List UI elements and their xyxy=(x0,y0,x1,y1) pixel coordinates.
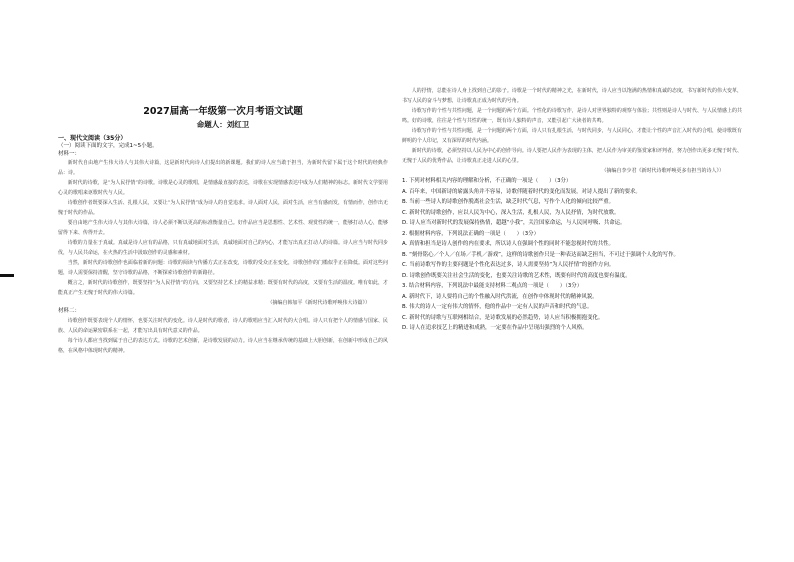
paragraph: 要自由地产生伟大诗人与其伟大诗篇，诗人必须不断以更高的标准衡量自己。好作品应当是思想性、艺术性、观赏性的统一，能够打动人心，能够留得下来、传得开去。 xyxy=(58,220,388,236)
paragraph: 概言之，新时代的诗歌创作，既要坚持“为人民抒情”的方向，又要坚持艺术上的精益求精；既要有时代的高度，又要有生活的温度。唯有如此，才能真正产生无愧于时代的伟大诗篇。 xyxy=(58,280,388,296)
question-stem: 2. 根据材料内容，下列说法正确的一项是（ ）（3分） xyxy=(402,230,539,237)
paragraph: 人的抒情，总能在诗人身上找到自己的影子。诗歌是一个时代的精神之光，在新时代，诗人应当以饱满的热情和真诚的态度，书写新时代的伟大变革，书写人民的奋斗与梦想，让诗歌真正成为时代的号角。 xyxy=(402,88,742,104)
material2-label: 材料二： xyxy=(58,308,81,314)
answer-option: A. 新时代下，诗人要将自己的个性融入时代洪流，在创作中体现时代的精神风貌。 xyxy=(402,293,598,300)
exam-title: 2027届高一年级第一次月考语文试题 xyxy=(143,106,303,117)
binding-mark xyxy=(0,274,14,277)
material1-text xyxy=(58,158,388,298)
paragraph: 每个诗人都应当找到属于自己的表达方式。诗歌的艺术创新，是诗歌发展的动力。诗人应当在继承传统的基础上大胆创新，在创新中形成自己的风格，在风格中体现时代的精神。 xyxy=(58,337,388,354)
paragraph: 诗歌创作既要表现个人的情怀，也要关注时代的变化。诗人是时代的歌者，诗人的歌唱应当汇入时代的大合唱。诗人只有把个人的情感与国家、民族、人民的命运紧密联系在一起，才能写出具有时代意义的作品。 xyxy=(58,317,388,334)
right-column xyxy=(402,86,742,552)
paragraph: 新时代的诗歌，是“为人民抒情”的诗歌。诗歌是心灵的歌唱，是情感最直接的表达，诗歌在实现情感表达中成为人们精神的标志。新时代文学要用心灵的歌唱来讴歌时代与人民。 xyxy=(58,180,388,196)
continued-material-text xyxy=(402,86,742,166)
answer-option: D. 诗人在追求技艺上的精进和成熟，一定要在作品中呈现出强烈的个人风格。 xyxy=(402,325,588,331)
answer-option: C. 新时代的诗歌与互联网相结合，是诗歌发展的必然趋势，诗人应当积极拥抱变化。 xyxy=(402,314,604,321)
answer-option: D. 诗人应当对新时代的发展保持热情，超越“小我”，关注国家命运，与人民同呼吸、共命运。 xyxy=(402,220,626,226)
answer-option: B. “刻骨铭心／个人／在场／手机／游戏”，这样的诗歌创作只是一种表达而缺乏担当，不可过于强调个人化的写作。 xyxy=(402,251,679,258)
answer-option: C. 新时代的诗歌创作，应以人民为中心，深入生活，扎根人民，为人民抒情，为时代放歌。 xyxy=(402,209,620,216)
answer-option: A. 真情和担当是诗人创作的内在要求，所以诗人在强调个性的同时不能忽视时代的共性。 xyxy=(402,241,614,247)
paragraph: 诗歌写作的个性与共性问题，是一个问题的两个方面。个性化的诗歌写作，是诗人对世界独特的观察与体验；共性则是诗人与时代、与人民情感上的共鸣。好的诗歌，往往是个性与共性的统一，既有诗人独特的声音，又能引起广大读者的共鸣。 xyxy=(402,108,742,124)
answer-option: B. 当前一些诗人的诗歌创作脱离社会生活，缺乏时代气息，写作个人化的倾向比较严重。 xyxy=(402,199,614,205)
material1-label: 材料一： xyxy=(58,150,81,157)
question-stem: 3. 结合材料内容，下列说法中最能支持材料二观点的一项是（ ）（3分） xyxy=(402,283,583,289)
exam-author: 命题人：刘红卫 xyxy=(196,120,250,129)
paragraph: 诗歌的力量在于真诚。真诚是诗人应有的品格，只有真诚地面对生活，真诚地面对自己的内心，才能写出真正打动人的诗篇。诗人应当与时代同步伐，与人民共命运，在火热的生活中汲取创作的灵感和素材。 xyxy=(58,240,388,256)
paragraph: 诗歌写作的个性与共性问题，是一个问题的两个方面，诗人只有扎根生活，与时代同步，与人民同心，才能让个性的声音汇入时代的合唱，使诗歌既有鲜明的个人印记，又有深厚的时代内涵。 xyxy=(402,128,742,144)
answer-option: B. 伟大的诗人一定有伟大的情怀，他的作品中一定有人民的声音和时代的气息。 xyxy=(402,304,593,310)
material2-text xyxy=(58,316,388,356)
section-instructions: （一）阅读下面的文字，完成1~5小题。 xyxy=(58,143,158,149)
question-stem: 1. 下列对材料相关内容的理解和分析，不正确的一项是（ ）（3分） xyxy=(402,178,572,184)
answer-option: C. 当前诗歌写作的主要问题是个性化表达过多，诗人需要坚持“为人民抒情”的创作方向。 xyxy=(402,262,615,268)
paragraph: 新时代自由地产生伟大诗人与其伟大诗篇，这是新时代向诗人们提出的新课题。我们的诗人应当敢于担当，为新时代留下属于这个时代的经典作品：诗。 xyxy=(58,160,388,176)
right-source: （摘编自李少君《新时代诗歌呼唤更多有担当的诗人》） xyxy=(601,168,724,174)
section-heading: 一、现代文阅读（35分） xyxy=(58,135,127,142)
paragraph: 诗歌创作者既要深入生活、扎根人民，又要让“为人民抒情”成为诗人的自觉追求。诗人面对人民，面对生活，应当有感而发，有情而作，创作出无愧于时代的作品。 xyxy=(58,200,388,216)
left-column xyxy=(58,86,388,552)
paragraph: 新时代的诗歌，必须坚持以人民为中心的创作导向。诗人要把人民作为表现的主体，把人民作为审美的鉴赏家和评判者，努力创作出更多无愧于时代、无愧于人民的优秀作品，让诗歌真正走进人民的心里。 xyxy=(402,148,742,164)
question-list xyxy=(402,176,742,334)
material1-source: （摘编自韩加平《新时代诗歌呼唤伟大诗篇》） xyxy=(267,300,370,306)
paragraph: 当然，新时代的诗歌创作也面临着新的问题：诗歌的阅读与传播方式正在改变，诗歌的受众正在变化，诗歌创作的门槛似乎正在降低。面对这些问题，诗人需要保持清醒，坚守诗歌的品格，不断探索诗歌创作的新路径。 xyxy=(58,260,388,276)
answer-option: A. 百年来，中国新诗的崭露头角并不容易，诗歌伴随着时代的变化而发展，对诗人提出了新的要求。 xyxy=(402,188,641,195)
answer-option: D. 诗歌创作既要关注社会生活的变化，也要关注诗歌的艺术性，既要有时代的高度也要有温度。 xyxy=(402,272,631,279)
